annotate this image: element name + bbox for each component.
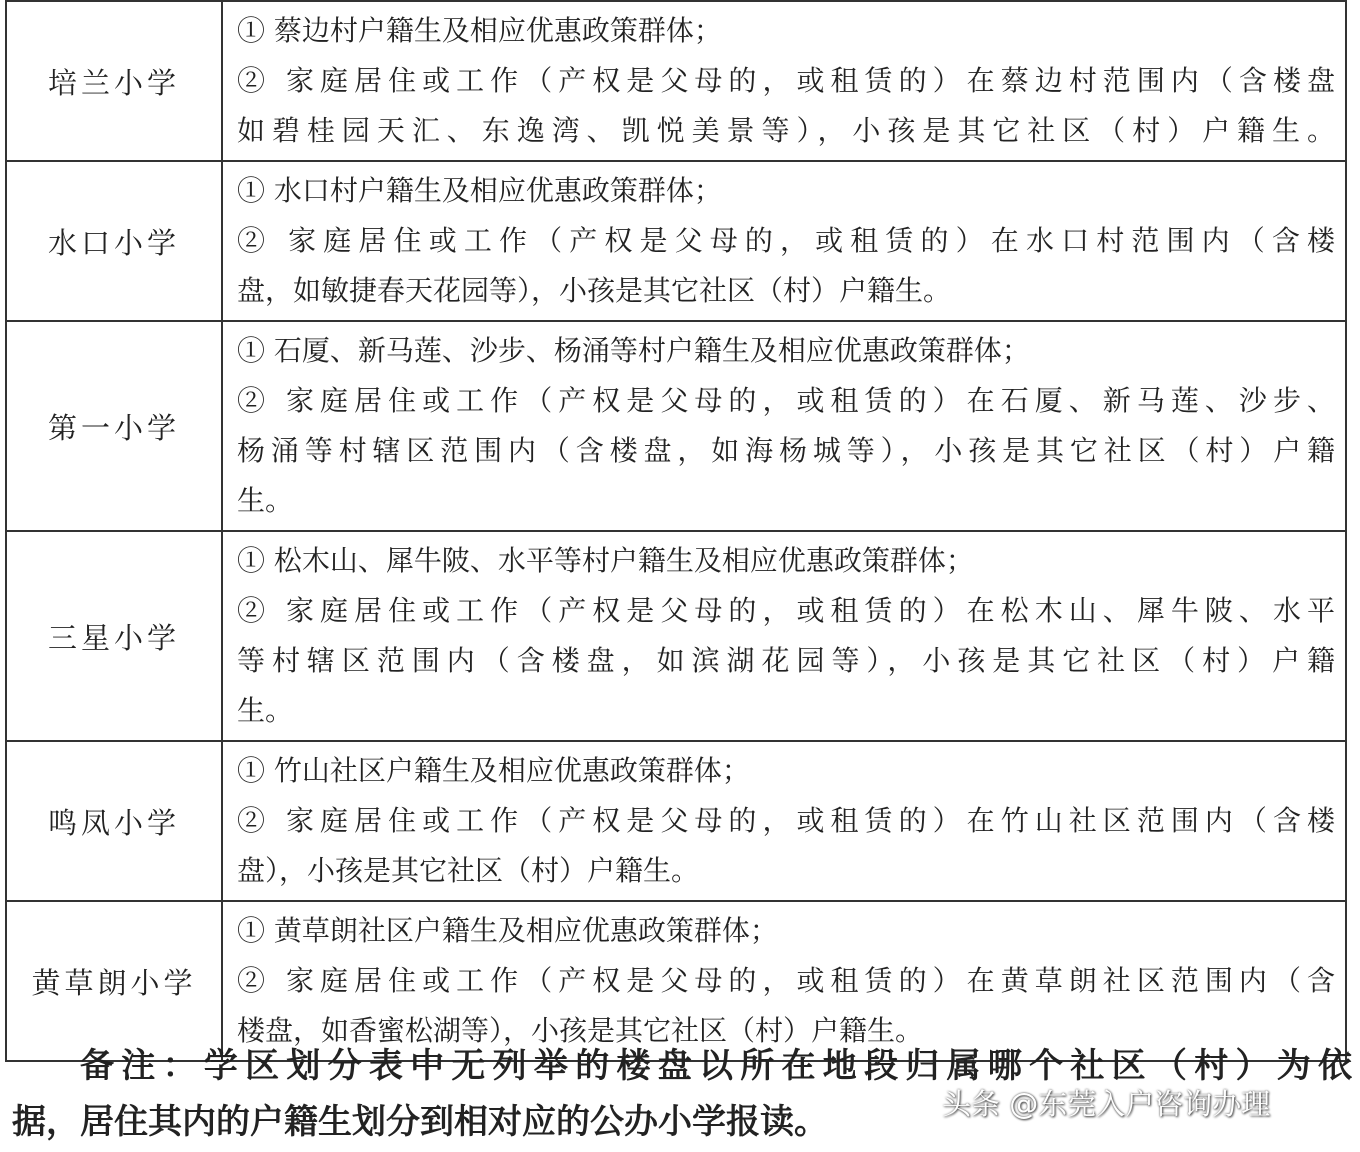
school-name: 三星小学 (6, 531, 222, 741)
criteria-line: 杨涌等村辖区范围内（含楼盘，如海杨城等），小孩是其它社区（村）户籍 (237, 434, 1335, 467)
enrollment-criteria (222, 321, 1346, 531)
table-row (6, 1, 1346, 161)
school-name: 第一小学 (6, 321, 222, 531)
table-row (6, 321, 1346, 531)
school-name: 黄草朗小学 (6, 901, 222, 1061)
enrollment-criteria (222, 901, 1346, 1061)
enrollment-criteria (222, 531, 1346, 741)
criteria-line: ② 家庭居住或工作（产权是父母的，或租赁的）在黄草朗社区范围内（含 (237, 964, 1335, 997)
table-row (6, 161, 1346, 321)
school-name: 水口小学 (6, 161, 222, 321)
criteria-line: ② 家庭居住或工作（产权是父母的，或租赁的）在石厦、新马莲、沙步、 (237, 384, 1335, 417)
enrollment-criteria (222, 161, 1346, 321)
criteria-line: 盘，如敏捷春天花园等），小孩是其它社区（村）户籍生。 (237, 274, 952, 307)
school-district-table (5, 0, 1347, 1062)
watermark: 头条 @东莞入户咨询办理 (942, 1087, 1271, 1121)
criteria-line: ① 水口村户籍生及相应优惠政策群体； (237, 174, 722, 207)
table-row (6, 531, 1346, 741)
criteria-line: 如碧桂园天汇、东逸湾、凯悦美景等），小孩是其它社区（村）户籍生。 (237, 114, 1335, 147)
criteria-line: 盘），小孩是其它社区（村）户籍生。 (237, 854, 700, 887)
criteria-line: ② 家庭居住或工作（产权是父母的，或租赁的）在松木山、犀牛陂、水平 (237, 594, 1335, 627)
table-row (6, 901, 1346, 1061)
criteria-line: ① 松木山、犀牛陂、水平等村户籍生及相应优惠政策群体； (237, 544, 974, 577)
school-name: 鸣凤小学 (6, 741, 222, 901)
criteria-line: ① 蔡边村户籍生及相应优惠政策群体； (237, 14, 722, 47)
table-row (6, 741, 1346, 901)
criteria-line: 等村辖区范围内（含楼盘，如滨湖花园等），小孩是其它社区（村）户籍 (237, 644, 1335, 677)
criteria-line: 生。 (237, 694, 294, 727)
note-line: 据，居住其内的户籍生划分到相对应的公办小学报读。 (12, 1102, 828, 1142)
criteria-line: ① 竹山社区户籍生及相应优惠政策群体； (237, 754, 750, 787)
school-name: 培兰小学 (6, 1, 222, 161)
criteria-line: 楼盘，如香蜜松湖等），小孩是其它社区（村）户籍生。 (237, 1014, 924, 1047)
criteria-line: ② 家庭居住或工作（产权是父母的，或租赁的）在蔡边村范围内（含楼盘 (237, 64, 1335, 97)
enrollment-criteria (222, 1, 1346, 161)
enrollment-criteria (222, 741, 1346, 901)
note-line: 备注：学区划分表中无列举的楼盘以所在地段归属哪个社区（村）为依 (80, 1046, 1352, 1086)
criteria-line: ② 家庭居住或工作（产权是父母的，或租赁的）在竹山社区范围内（含楼 (237, 804, 1335, 837)
criteria-line: ① 石厦、新马莲、沙步、杨涌等村户籍生及相应优惠政策群体； (237, 334, 1030, 367)
criteria-line: 生。 (237, 484, 294, 517)
criteria-line: ① 黄草朗社区户籍生及相应优惠政策群体； (237, 914, 778, 947)
criteria-line: ② 家庭居住或工作（产权是父母的，或租赁的）在水口村范围内（含楼 (237, 224, 1335, 257)
